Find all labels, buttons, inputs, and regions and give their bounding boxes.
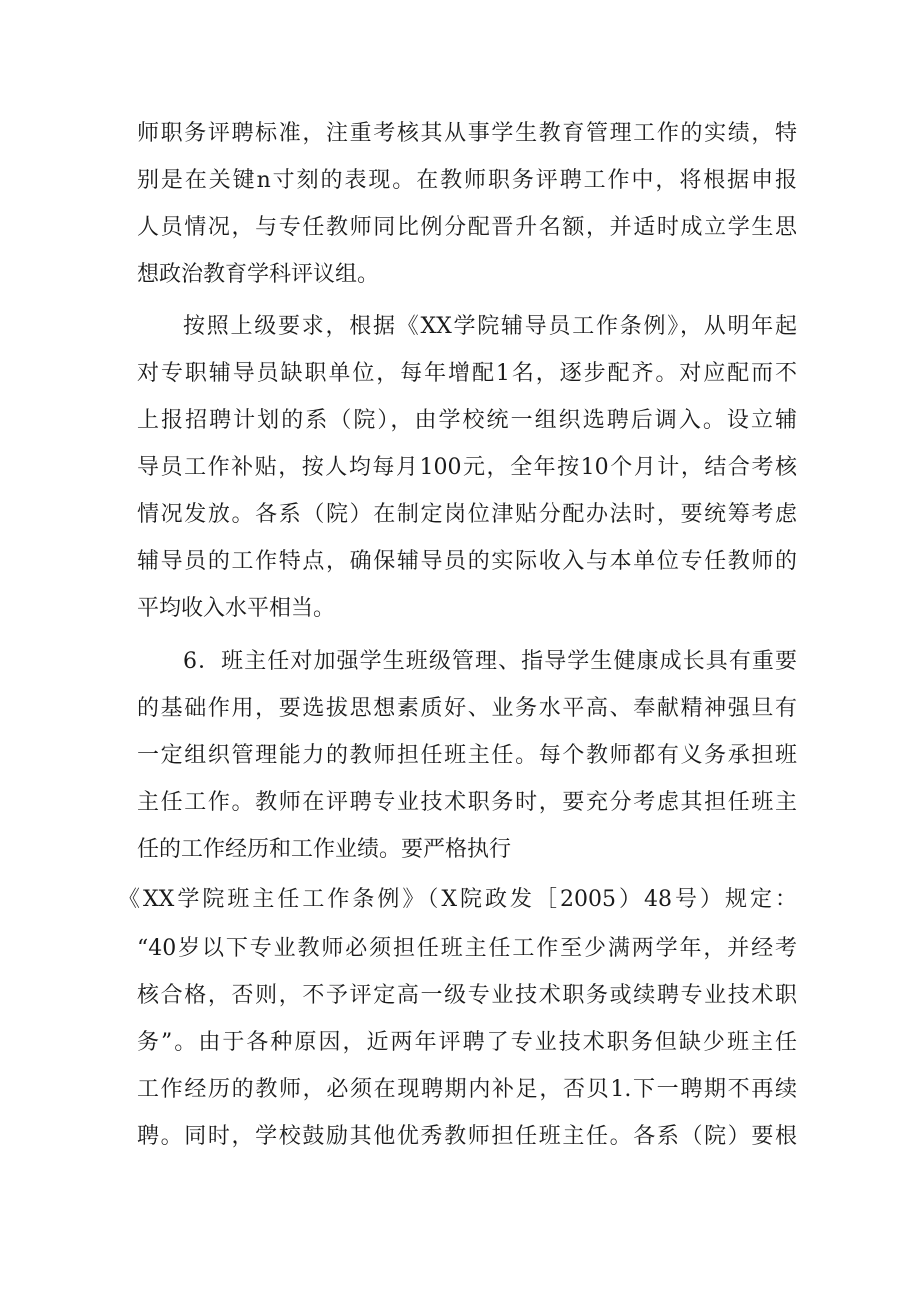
paragraph-line: 想政治教育学科评议组。 — [137, 262, 380, 287]
paragraph-line: 师职务评聘标准，注重考核其从事学生教育管理工作的实绩，特 — [137, 121, 797, 146]
paragraph-line: 务”。由于各种原因，近两年评聘了专业技术职务但缺少班主任 — [137, 1030, 797, 1055]
paragraph-line: 的基础作用，要选拔思想素质好、业务水平高、奉献精神强旦有 — [137, 696, 797, 721]
paragraph-line: 《XX学院班主任工作条例》（X院政发［2005）48号）规定： — [118, 887, 797, 912]
paragraph-line: 一定组织管理能力的教师担任班主任。每个教师都有义务承担班 — [137, 743, 797, 768]
paragraph-line: 导员工作补贴，按人均每月100元，全年按10个月计，结合考核 — [137, 455, 797, 480]
paragraph-line: 聘。同时，学校鼓励其他优秀教师担任班主任。各系（院）要根 — [137, 1124, 797, 1149]
paragraph-line: 辅导员的工作特点，确保辅导员的实际收入与本单位专任教师的 — [137, 549, 797, 574]
paragraph-line: 对专职辅导员缺职单位，每年增配1名，逐步配齐。对应配而不 — [137, 361, 797, 386]
paragraph-line: 核合格，否则，不予评定高一级专业技术职务或续聘专业技术职 — [137, 983, 797, 1008]
paragraph-line: 别是在关键n寸刻的表现。在教师职务评聘工作中，将根据申报 — [137, 168, 797, 193]
paragraph-line: 按照上级要求，根据《XX学院辅导员工作条例》，从明年起 — [183, 314, 797, 339]
paragraph-line: 工作经历的教师，必须在现聘期内补足，否贝1.下一聘期不再续 — [137, 1077, 797, 1102]
paragraph-line: 主任工作。教师在评聘专业技术职务时，要充分考虑其担任班主 — [137, 790, 797, 815]
paragraph-line: 情况发放。各系（院）在制定岗位津贴分配办法时，要统筹考虑 — [137, 502, 797, 527]
paragraph-line: 6．班主任对加强学生班级管理、指导学生健康成长具有重要 — [183, 649, 797, 674]
paragraph-line: 任的工作经历和工作业绩。要严格执行 — [137, 837, 512, 862]
paragraph-line: 平均收入水平相当。 — [137, 596, 336, 621]
paragraph-line: “40岁以下专业教师必须担任班主任工作至少满两学年，并经考 — [137, 936, 797, 961]
paragraph-line: 上报招聘计划的系（院），由学校统一组织选聘后调入。设立辅 — [137, 408, 797, 433]
paragraph-line: 人员情况，与专任教师同比例分配晋升名额，并适时成立学生思 — [137, 215, 797, 240]
